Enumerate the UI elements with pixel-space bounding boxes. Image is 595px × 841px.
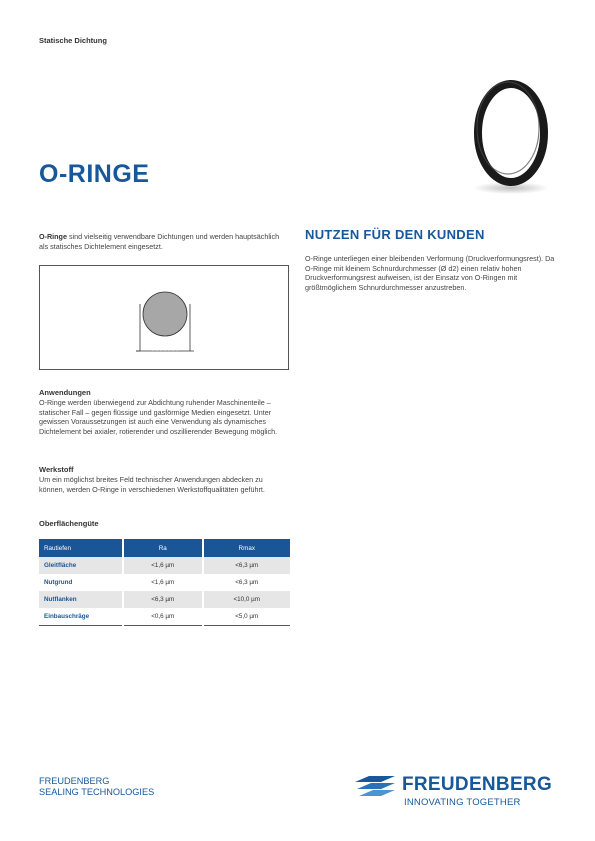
table-cell: <10,0 µm: [203, 591, 290, 608]
table-row: [39, 557, 290, 574]
brand-name: FREUDENBERG: [402, 774, 553, 795]
footer-line-1: FREUDENBERG: [39, 776, 110, 786]
customer-benefit-paragraph: O-Ringe unterliegen einer bleibenden Verformung (Druckverformungsrest). Da O-Ringe mit kleinem Schnurdurchmesser (Ø d2) einen relativ hohen Druckverformungsrest aufweisen, ist der Einsatz von O-Ringen mit größtmöglichem Schnurdurchmesser anzustreben.: [305, 254, 555, 292]
table-cell: <0,6 µm: [123, 608, 203, 626]
surface-quality-table: [39, 539, 290, 626]
table-row: [39, 608, 290, 626]
page-title: O-RINGE: [39, 160, 150, 188]
intro-term: O-Ringe: [39, 232, 67, 241]
table-cell: <6,3 µm: [203, 574, 290, 591]
table-cell: <5,0 µm: [203, 608, 290, 626]
table-cell: <6,3 µm: [123, 591, 203, 608]
table-cell: Nutflanken: [39, 591, 123, 608]
document-kicker: Statische Dichtung: [39, 36, 107, 45]
intro-paragraph: [39, 232, 289, 251]
footer-company: [39, 776, 154, 797]
applications-heading: Anwendungen: [39, 388, 91, 397]
table-header-row: [39, 539, 290, 557]
table-cell: Nutgrund: [44, 579, 73, 586]
o-ring-cross-section: [40, 266, 288, 369]
table-cell: Einbauschräge: [39, 608, 123, 626]
material-paragraph: Um ein möglichst breites Feld technischer Anwendungen abdecken zu können, werden O-Ringe in verschiedenen Werkstoffqualitäten geführt.: [39, 475, 265, 494]
table-cell: <6,3 µm: [203, 557, 290, 574]
table-header-cell: Rmax: [203, 539, 290, 557]
table-cell: Gleitfläche: [39, 557, 123, 574]
surface-quality-heading: Oberflächengüte: [39, 519, 99, 528]
table-header-cell: Rautiefen: [39, 539, 123, 557]
cross-section-diagram: [39, 265, 289, 370]
table-row: [39, 591, 290, 608]
material-heading: Werkstoff: [39, 465, 74, 474]
table-cell: <1,6 µm: [123, 557, 203, 574]
table-row: [39, 574, 290, 591]
table-cell: <1,6 µm: [123, 574, 203, 591]
customer-benefit-heading: NUTZEN FÜR DEN KUNDEN: [305, 227, 485, 242]
footer-line-2: SEALING TECHNOLOGIES: [39, 786, 155, 797]
table-header-cell: Ra: [123, 539, 203, 557]
brand-tagline: INNOVATING TOGETHER: [404, 797, 521, 808]
applications-paragraph: O-Ringe werden überwiegend zur Abdichtung ruhender Maschinenteile – statischer Fall – gegen flüssige und gasförmige Medien eingesetzt. Unter gewissen Voraussetzungen ist auch eine Verwendung als dynamisches Dichtelement bei axialer, rotierender und oszillierender Bewegung möglich.: [39, 398, 278, 436]
intro-text: sind vielseitig verwendbare Dichtungen und werden hauptsächlich als statisches Dichtelement eingesetzt.: [39, 232, 280, 251]
freudenberg-logo-icon: [355, 776, 395, 796]
o-ring-image: [470, 78, 552, 196]
